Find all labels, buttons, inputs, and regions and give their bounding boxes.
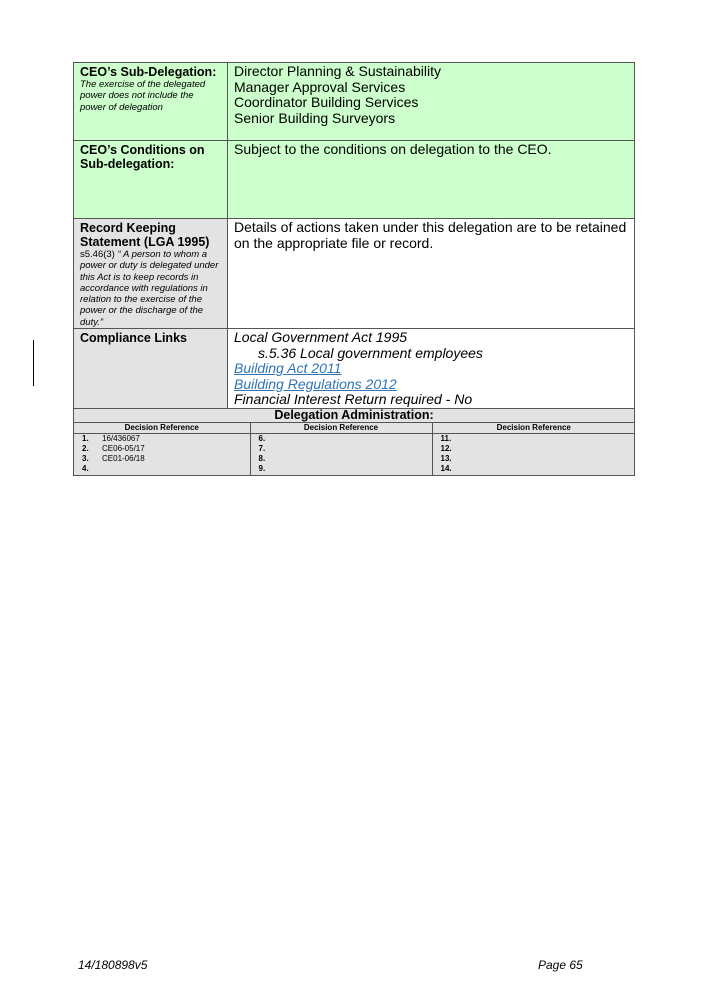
financial-interest-return: Financial Interest Return required - No: [234, 391, 473, 408]
footer-page-number: Page 65: [538, 958, 583, 972]
conditions-value-cell: [228, 141, 635, 219]
record-keeping-section: s5.46(3): [80, 249, 118, 260]
sub-delegate-1: Director Planning & Sustainability: [234, 63, 441, 79]
decision-reference-header-3: Decision Reference: [432, 423, 635, 434]
decision-ref-item: 6.: [258, 433, 266, 443]
compliance-label-cell: [74, 329, 228, 409]
decision-ref-item: 11.: [440, 433, 452, 443]
record-keeping-quote: “ A person to whom a power or duty is delegated under this Act is to keep records in accordance with regulations in relation to the exercise of the power or the discharge of the duty.”: [80, 249, 219, 328]
record-keeping-value: Details of actions taken under this delegation are to be retained on the appropriate file or record.: [234, 219, 627, 251]
admin-title: Delegation Administration:: [74, 408, 635, 422]
sub-delegation-label: CEO’s Sub-Delegation:: [80, 65, 217, 79]
decision-reference-col-1: [74, 433, 250, 475]
admin-refs-row: [74, 422, 635, 475]
building-regulations-link[interactable]: Building Regulations 2012: [234, 375, 397, 392]
compliance-act: Local Government Act 1995: [234, 329, 408, 346]
decision-ref-item: 4.: [82, 463, 89, 473]
sub-delegate-4: Senior Building Surveyors: [234, 109, 396, 126]
decision-ref-item: 3. CE01-06/18: [82, 453, 145, 463]
sub-delegation-row: [74, 63, 635, 141]
decision-reference-col-3: [432, 433, 635, 475]
decision-ref-item: 1. 16/436067: [82, 433, 140, 443]
decision-reference-header-1: Decision Reference: [74, 423, 250, 434]
decision-ref-item: 7.: [258, 443, 266, 453]
record-keeping-row: [74, 219, 635, 329]
compliance-section: s.5.36 Local government employees: [258, 344, 483, 361]
building-act-link[interactable]: Building Act 2011: [234, 360, 342, 377]
footer-doc-reference: 14/180898v5: [78, 958, 148, 972]
conditions-row: [74, 141, 635, 219]
decision-reference-body-row: [74, 433, 635, 475]
revision-change-bar: [33, 340, 34, 386]
compliance-label: Compliance Links: [80, 331, 187, 346]
decision-ref-item: 13.: [440, 453, 452, 463]
sub-delegation-label-cell: [74, 63, 228, 141]
sub-delegation-note: The exercise of the delegated power does not include the power of delegation: [80, 79, 206, 113]
record-keeping-label-cell: [74, 219, 228, 329]
decision-reference-header-2: Decision Reference: [250, 423, 432, 434]
conditions-label: CEO’s Conditions on Sub-delegation:: [80, 143, 205, 171]
sub-delegation-value-cell: [228, 63, 635, 141]
sub-delegate-2: Manager Approval Services: [234, 78, 406, 95]
compliance-row: [74, 329, 635, 409]
compliance-value-cell: [228, 329, 635, 409]
conditions-value: Subject to the conditions on delegation to the CEO.: [234, 141, 552, 157]
conditions-label-cell: [74, 141, 228, 219]
decision-reference-col-2: [250, 433, 432, 475]
admin-refs-cell: [74, 422, 635, 475]
record-keeping-note: [80, 249, 221, 328]
decision-reference-table: [74, 423, 635, 475]
admin-title-row: [74, 408, 635, 422]
record-keeping-label: Record Keeping Statement (LGA 1995): [80, 221, 210, 249]
record-keeping-value-cell: [228, 219, 635, 329]
decision-reference-header-row: [74, 423, 635, 434]
decision-ref-item: 9.: [258, 463, 266, 473]
decision-ref-item: 8.: [258, 453, 266, 463]
decision-ref-item: 14.: [440, 463, 452, 473]
sub-delegate-3: Coordinator Building Services: [234, 94, 419, 110]
decision-ref-item: 12.: [440, 443, 452, 453]
delegation-table: [73, 62, 635, 476]
decision-ref-item: 2. CE06-05/17: [82, 443, 145, 453]
